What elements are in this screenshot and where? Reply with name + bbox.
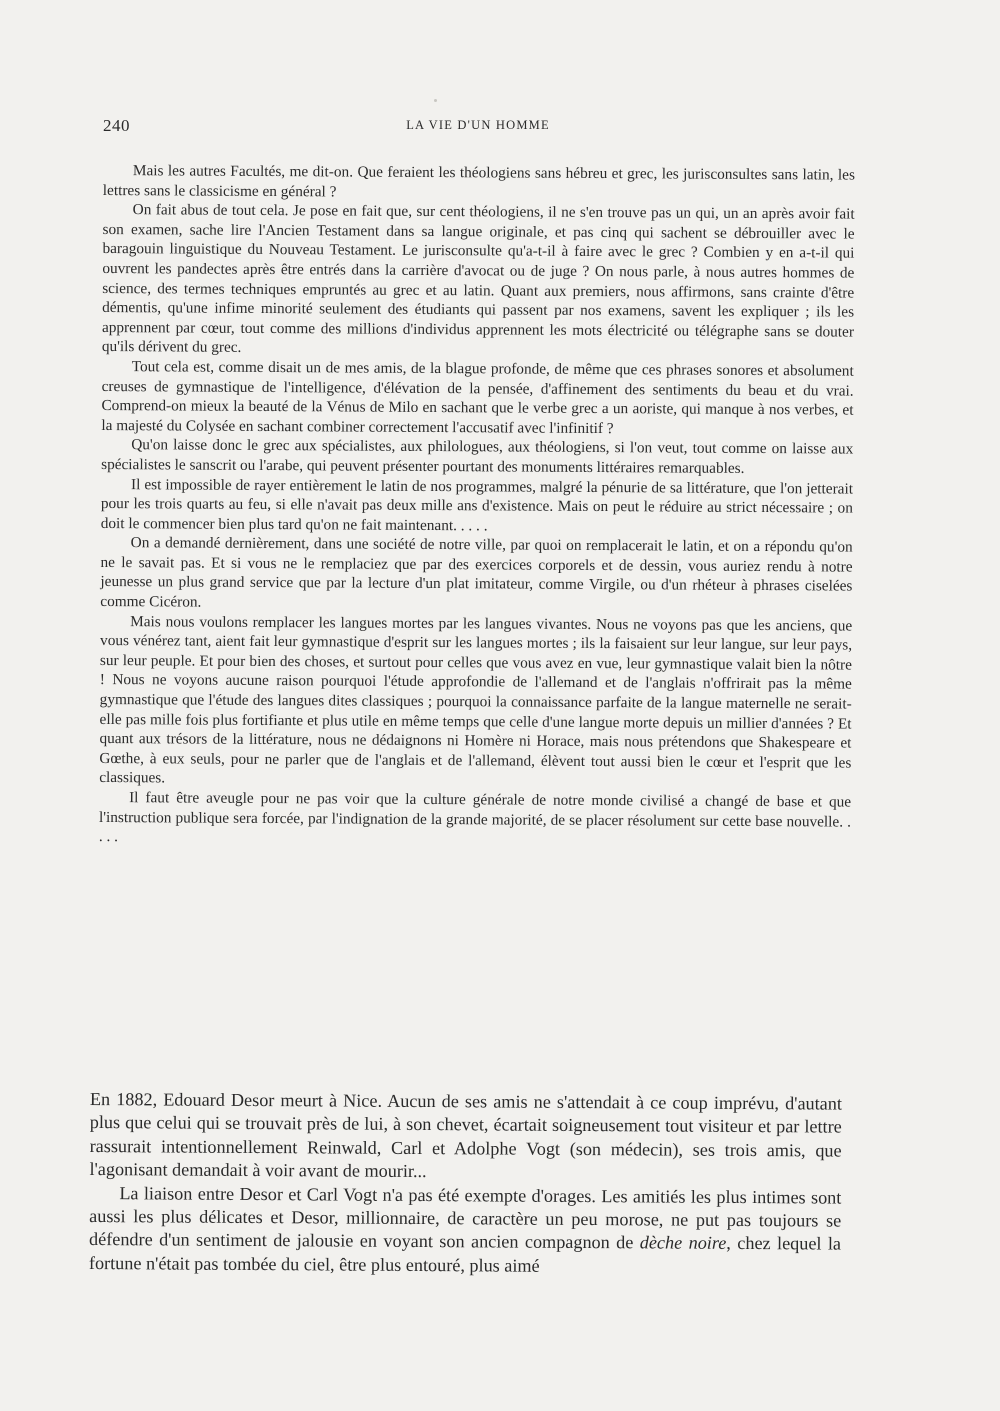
body-paragraph: En 1882, Edouard Desor meurt à Nice. Aucun de ses amis ne s'attendait à ce coup imprévu, d'autant plus que celui qui se trouvait près de lui, à son chevet, écartait soigneusement tout visiteur et par lettre rassurait intentionnellement Reinwald, Carl et Adolphe Vogt (son médecin), ses trois amis, que l'agonisant demandait à voir avant de mourir...: [89, 1089, 842, 1182]
quote-paragraph: Tout cela est, comme disait un de mes amis, de la blague profonde, de même que ces phrases sonores et absolument creuses de gymnastique de l'intelligence, d'élévation de la pensée, d'affinement des sentiments du beau et du vrai. Comprend-on mieux la beauté de la Vénus de Milo en sachant que le verbe grec a un aoriste, qui manque à nos verbes, et la majesté du Colysée en sachant combiner correctement l'accusatif avec l'infinitif ?: [101, 358, 854, 437]
body-text: , chez lequel la fortune n'était pas tombée du ciel, être plus entouré, plus aimé: [88, 1233, 842, 1276]
quote-paragraph: On fait abus de tout cela. Je pose en fait que, sur cent théologiens, il ne s'en trouve pas un qui, un an après avoir fait son examen, sache lire l'Ancien Testament dans sa langue originale, et pas cinq qui sachent se débrouiller avec le baragouin linguistique du Nouveau Testament. Le jurisconsulte qu'a-t-il à faire avec le grec ? Combien y en a-t-il qui ouvrent les pandectes après être entrés dans la carrière d'avocat ou de juge ? On nous parle, à nous autres hommes de science, des termes techniques empruntés au grec et au latin. Quant aux premiers, nous affirmons, sans crainte d'être démentis, qu'une infime minorité seulement des étudiants qui passent par nos examens, savent les expliquer ; ils les apprennent par cœur, tout comme des millions d'individus apprennent les mots électricité ou télégraphe sans se douter qu'ils dérivent du grec.: [101, 201, 855, 357]
body-text: La liaison entre Desor et Carl Vogt n'a pas été exempte d'orages. Les amitiés les plus intimes sont aussi les plus délicates et Desor, millionnaire, de caractère un peu morose, ne put pas toujours se défendre d'un sentiment de jalousie en voyant son ancien compagnon de: [89, 1182, 842, 1253]
quote-paragraph: Mais les autres Facultés, me dit-on. Que feraient les théologiens sans hébreu et grec, les jurisconsultes sans latin, les lettres sans le classicisme en général ?: [102, 162, 855, 201]
body-paragraph: [89, 1182, 842, 1280]
main-text: [89, 1088, 842, 1280]
running-title: LA VIE D'UN HOMME: [406, 118, 550, 132]
quote-paragraph: Qu'on laisse donc le grec aux spécialistes, aux philologues, aux théologiens, si l'on veut, tout comme on laisse aux spécialistes le sanscrit ou l'arabe, qui peuvent présenter pourtant des monuments littéraires remarquables.: [101, 436, 854, 477]
quote-paragraph: On a demandé dernièrement, dans une société de notre ville, par quoi on remplacerait le latin, et on a répondu qu'on ne le savait pas. Et si vous ne le remplaciez que par des exercices corporels et de dessin, vous auriez rendu à notre jeunesse un plus grand service que par la lecture d'un plat imitateur, comme Virgile, ou d'un rhéteur à phrases ciselées comme Cicéron.: [100, 534, 853, 611]
running-head: [103, 116, 853, 138]
quoted-passage: [99, 161, 855, 851]
quote-paragraph: Il faut être aveugle pour ne pas voir que la culture générale de notre monde civilisé a changé de base et que l'instruction publique sera forcée, par l'indignation de la grande majorité, de se placer résolument sur cette base nouvelle. . . . .: [98, 789, 852, 846]
page-number: 240: [103, 116, 130, 135]
print-speck: [434, 99, 437, 102]
quote-paragraph: Il est impossible de rayer entièrement le latin de nos programmes, malgré la pénurie de sa littérature, que l'on jetterait pour les trois quarts au feu, si elle n'avait pas deux mille ans d'existence. Mais on peut le réduire au strict nécessaire ; on doit le commencer bien plus tard qu'on ne fait maintenant. . . . .: [100, 475, 854, 535]
quote-paragraph: Mais nous voulons remplacer les langues mortes par les langues vivantes. Nous ne voyons pas que les anciens, que vous vénérez tant, aient fait leur gymnastique d'esprit sur les langues mortes ; ils la faisaient sur leur langue, sur leur pays, sur leur peuple. Et pour bien des choses, et surtout pour celles que vous avez en vue, leur gymnastique valait bien la nôtre ! Nous ne voyons aucune raison pourquoi l'étude approfondie de l'allemand et de l'anglais n'offrirait pas la même gymnastique que l'étude des langues dites classiques ; pourquoi la connaissance parfaite de la langue maternelle ne serait-elle pas mille fois plus fortifiante et plus utile en même temps que celle d'une langue morte depuis un millier d'années ? Et quant aux trésors de la littérature, nous ne dédaignons ni Homère ni Horace, mais nous prétendons que Shakespeare et Gœthe, à eux seuls, pour ne parler que de l'anglais et de l'allemand, élèvent tout aussi bien le cœur et l'esprit que les classiques.: [99, 612, 853, 787]
italic-phrase: dèche noire: [639, 1232, 727, 1254]
